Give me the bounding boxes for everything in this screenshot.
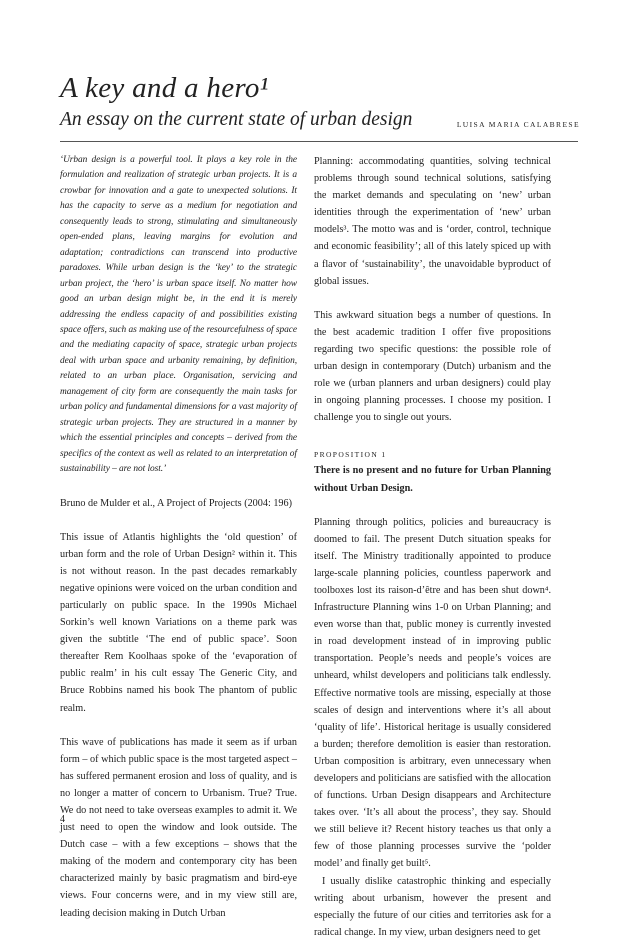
right-column	[314, 153, 551, 941]
page-number: 4	[60, 814, 65, 825]
body-paragraph: I usually dislike catastrophic thinking and especially writing about urbanism, however the present and especially the future of our cities and territories ask for a radical change. In my view, urban designers need to get	[314, 875, 551, 938]
body-paragraph: Planning: accommodating quantities, solving technical problems through sound technical solutions, satisfying the market demands and speculating on ‘new’ urban identities through the experimentation of ‘new’ urban models³. The motto was and is ‘order, control, technique and economic feasibility’; all of this lately spiced up with a flavor of ‘sustainability’, the unavoidable byproduct of global issues.	[314, 156, 551, 287]
body-paragraph: Planning through politics, policies and bureaucracy is doomed to fail. The present Dutch situation speaks for itself. The Ministry traditionally appointed to produce large-scale planning policies, countless paperwork and toolboxes lost its raison-d’être and has been shut down⁴. Infrastructure Planning wins 1-0 on Urban Planning; and even worse than that, public money is currently invested in road development instead of in improving public transportation. People’s needs and people’s voices are unheard, whilst developers and politicians talk endlessly. Effective normative tools are missing, especially at those scales of design and interventions where it’s all about ‘quality of life’. Historical heritage is usually considered a burden; therefore demolition is easier than restoration. Urban composition is arbitrary, even unnecessary when developers and politicians are satisfied with the allocation of functions. Urban Design disappears and Architecture takes over. ‘It’s all about the process’, they say. Should we still believe it? Recent history teaches us that only a few of those planning processes survive the ‘polder model’ and finally get built⁵.	[314, 516, 551, 870]
quote-source: Bruno de Mulder et al., A Project of Projects (2004: 196)	[60, 497, 293, 509]
page-subtitle: An essay on the current state of urban design	[60, 109, 413, 130]
header-rule	[60, 141, 578, 142]
opening-quote: ‘Urban design is a powerful tool. It plays a key role in the formulation and realization of strategic urban projects. It is a crowbar for innovation and a gate to unexpected solutions. It has the capacity to serve as a medium for negotiation and consequently leads to strong, stimulating and simultaneously open-ended plans, leaving margins for evolution and adaptation; contradictions can transcend into productive paradoxes. While urban design is the ‘key’ to the strategic urban project, the ‘hero’ is urban space itself. No matter how good an urban design might be, in the end it is merely addressing the endless capacity of and possibilities existing space offers, such as making use of the resourcefulness of space and the mediating capacity of space, strategic urban projects deal with urban space and urbanity remaining, by definition, related to an urban place. Organisation, servicing and management of city form are consequently the main tasks for urban policy and fundamental dimensions for a vast majority of strategic urban projects. They are structured in a manner by which the essential principles and concepts – derived from the specifics of the context as well as related to an interpretation of sustainability – are not lost.’	[60, 155, 297, 475]
body-paragraph: This issue of Atlantis highlights the ‘old question’ of urban form and the role of Urban Design² within it. This is not without reason. In the past decades remarkably negative opinions were voiced on the urban condition and particularly on public space. In the 1990s Michael Sorkin’s well known Variations on a theme park was given the subtitle ‘The end of public space’. Soon thereafter Rem Koolhaas spoke of the ‘evaporation of public realm’ in his cult essay The Generic City, and Bruce Robbins named his book The phantom of public realm.	[60, 531, 297, 714]
author-name: LUISA MARIA CALABRESE	[456, 120, 580, 129]
proposition-heading: There is no present and no future for Urban Planning without Urban Design.	[314, 465, 551, 494]
page-title: A key and a hero¹	[60, 72, 269, 104]
left-column	[60, 153, 297, 922]
body-paragraph: This awkward situation begs a number of questions. In the best academic tradition I offer five propositions regarding two specific questions: the possible role of urban design in contemporary (Dutch) urbanism and the role we (urban planners and urban designers) could play in ongoing planning processes. I choose my position. I challenge you to single out yours.	[314, 309, 551, 424]
body-paragraph: This wave of publications has made it seem as if urban form – of which public space is the most targeted aspect – has suffered permanent erosion and loss of quality, and is no longer a matter of concern to Urbanism. True? True. We do not need to take overseas examples to admit it. We just need to open the window and look outside. The Dutch case – with a few exceptions – shows that the making of the modern and contemporary city has been characterized mainly by basic pragmatism and bird-eye views. Four concerns were, and in my view still are, leading decision making in Dutch Urban	[60, 736, 297, 919]
proposition-label: PROPOSITION 1	[314, 450, 387, 460]
